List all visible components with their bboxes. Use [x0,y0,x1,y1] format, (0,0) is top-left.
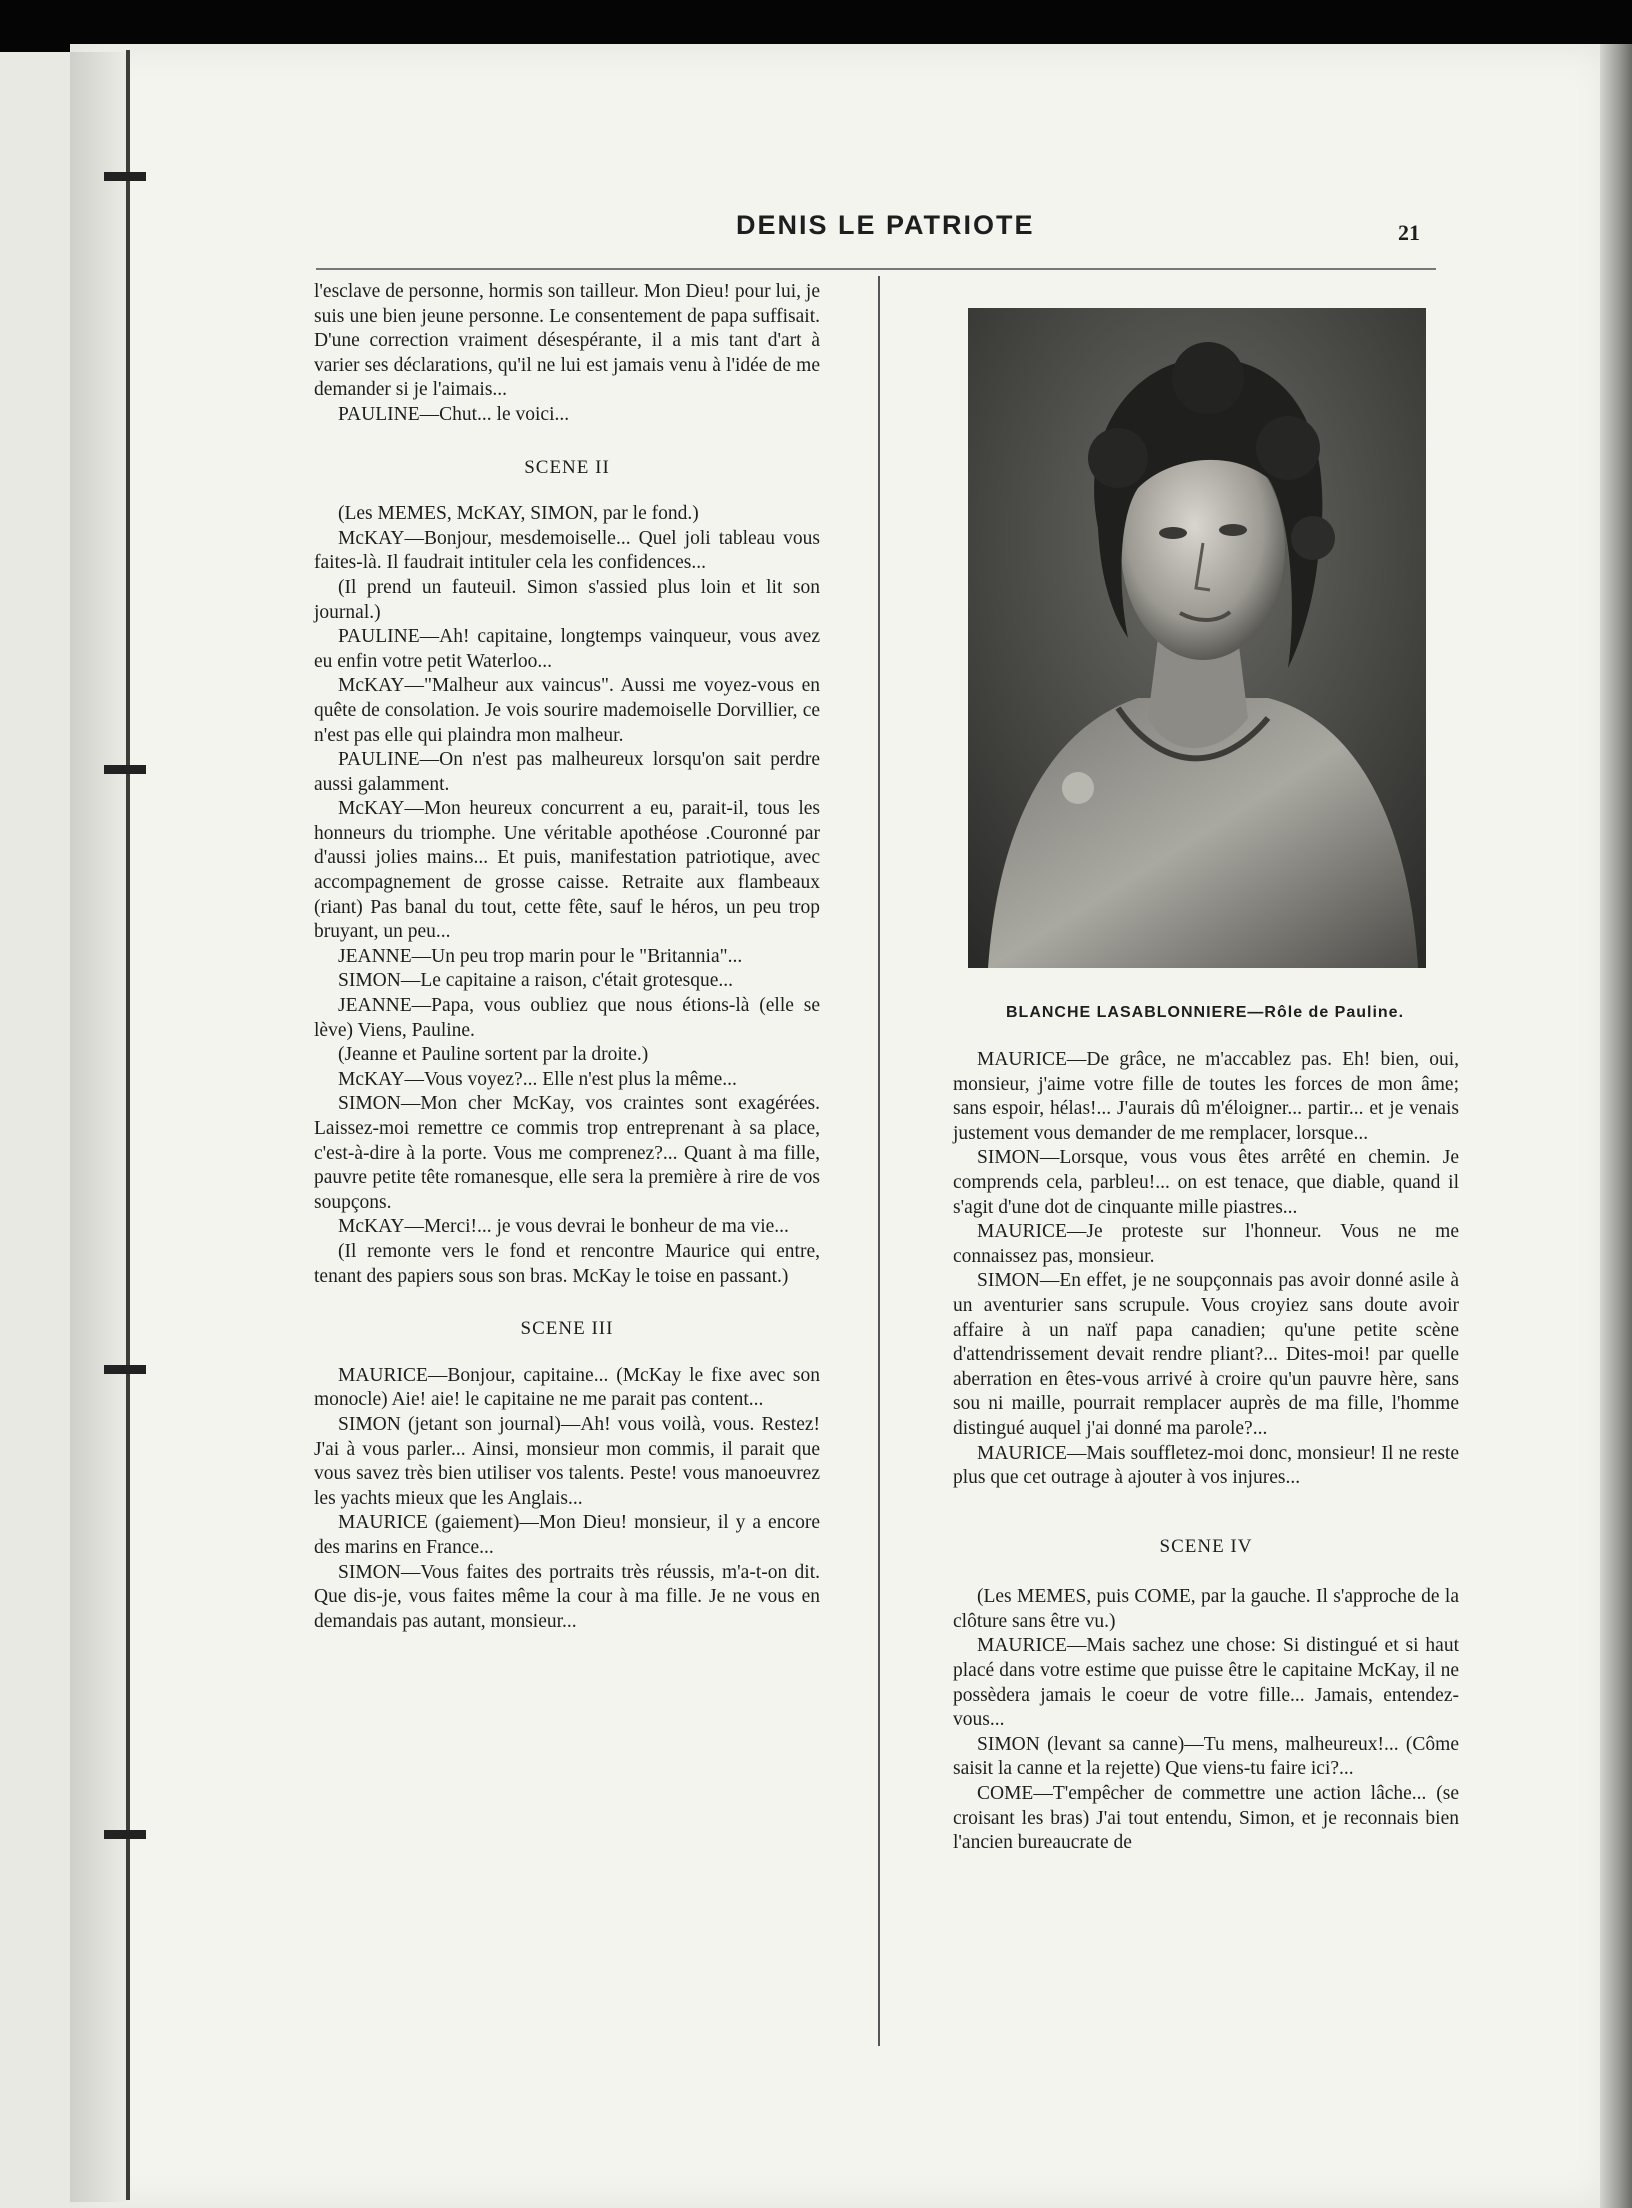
text-paragraph: JEANNE—Papa, vous oubliez que nous étions-là (elle se lève) Viens, Pauline. [314,995,820,1041]
text-paragraph: (Jeanne et Pauline sortent par la droite.) [338,1044,649,1066]
binding-spine [126,50,130,2200]
text-paragraph: McKAY—Merci!... je vous devrai le bonheur de ma vie... [338,1216,789,1238]
text-paragraph: SIMON—Le capitaine a raison, c'était grotesque... [338,970,734,992]
binding-stitch [104,1830,146,1839]
text-paragraph: MAURICE (gaiement)—Mon Dieu! monsieur, il y a encore des marins en France... [314,1512,820,1558]
binding-stitch [104,1365,146,1374]
text-paragraph: JEANNE—Un peu trop marin pour le "Britannia"... [338,945,743,967]
page-edge-shadow [1600,44,1632,2208]
text-paragraph: MAURICE—Bonjour, capitaine... (McKay le fixe avec son monocle) Aie! aie! le capitaine ne me parait pas content... [314,1364,820,1411]
text-paragraph: SIMON (levant sa canne)—Tu mens, malheureux!... (Côme saisit la canne et la rejette) Que viens-tu faire ici?... [953,1733,1459,1780]
text-paragraph: MAURICE—Mais sachez une chose: Si distingué et si haut placé dans votre estime que puisse être le capitaine McKay, il ne possèdera jamais le coeur de votre fille... Jamais, entendez-vous... [953,1635,1459,1731]
running-header [320,210,1440,250]
text-paragraph: PAULINE—Chut... le voici... [338,403,570,425]
scene-heading: SCENE IV [1159,1535,1253,1557]
right-column [953,1048,1459,1856]
photo-caption: BLANCHE LASABLONNIERE—Rôle de Pauline. [1005,1004,1405,1021]
running-title: DENIS LE PATRIOTE [736,210,1035,240]
text-paragraph: SIMON (jetant son journal)—Ah! vous voilà, vous. Restez! J'ai à vous parler... Ainsi, monsieur mon commis, il parait que vous savez très bien utiliser vos talents. Peste! vous manoeuvrez les yachts mieux que les Anglais... [314,1413,820,1509]
page-number: 21 [1398,220,1420,245]
binding-stitch [104,172,146,181]
binding-stitch [104,765,146,774]
text-paragraph: (Les MEMES, puis COME, par la gauche. Il s'approche de la clôture sans être vu.) [953,1586,1459,1632]
text-paragraph: (Il prend un fauteuil. Simon s'assied plus loin et lit son journal.) [314,576,820,623]
text-paragraph: MAURICE—Je proteste sur l'honneur. Vous ne me connaissez pas, monsieur. [953,1221,1459,1267]
text-paragraph: l'esclave de personne, hormis son tailleur. Mon Dieu! pour lui, je suis une bien jeune personne. Le consentement de papa suffisait. D'une correction vraiment désespérante, il a mis tant d'art à varier ses déclarations, qu'il ne lui est jamais venu à l'idée de me demander si je l'aimais... [314,281,820,401]
text-paragraph: McKAY—Mon heureux concurrent a eu, parait-il, tous les honneurs du triomphe. Une véritable apothéose .Couronné par d'aussi jolies mains... Et puis, manifestation patriotique, avec accompagnement de grosse caisse. Retraite aux flambeaux (riant) Pas banal du tout, cette fête, sauf le héros, un peu trop bruyant, un peu... [314,798,820,943]
text-paragraph: SIMON—Vous faites des portraits très réussis, m'a-t-on dit. Que dis-je, vous faites même la cour à ma fille. Je ne vous en demandais pas autant, monsieur... [314,1561,820,1632]
text-paragraph: McKAY—Vous voyez?... Elle n'est plus la même... [338,1068,737,1090]
text-paragraph: SIMON—En effet, je ne soupçonnais pas avoir donné asile à un aventurier sans scrupule. Vous croyiez sans doute avoir affaire à un naïf papa canadien; qu'une petite scène d'attendrissement devait rendre pliant?... Dites-moi! par quelle aberration en êtes-vous arrivé à croire qu'un pauvre hère, sans sou ni maille, pourrait remplacer auprès de ma fille, l'homme distingué auquel j'ai donné ma parole?... [953,1270,1459,1439]
column-divider [878,276,880,2046]
portrait-photo [968,308,1426,968]
text-paragraph: McKAY—"Malheur aux vaincus". Aussi me voyez-vous en quête de consolation. Je vois sourire mademoiselle Dorvillier, ce n'est pas elle qui plaindra mon malheur. [314,675,820,746]
text-paragraph: SIMON—Lorsque, vous vous êtes arrêté en chemin. Je comprends cela, parbleu!... on est tenace, que diable, quand il s'agit d'une dot de cinquante mille piastres... [953,1147,1459,1218]
text-paragraph: PAULINE—Ah! capitaine, longtemps vainqueur, vous avez eu enfin votre petit Waterloo... [314,626,820,672]
text-paragraph: (Les MEMES, McKAY, SIMON, par le fond.) [338,503,699,525]
text-paragraph: MAURICE—De grâce, ne m'accablez pas. Eh! bien, oui, monsieur, j'aime votre fille de toutes les forces de mon âme; sans espoir, hélas!... J'aurais dû m'éloigner... partir... et je venais justement vous demander de me remplacer, lorsque... [953,1049,1459,1144]
scene-heading: SCENE III [520,1318,614,1340]
left-column [314,280,820,1634]
text-paragraph: McKAY—Bonjour, mesdemoiselle... Quel joli tableau vous faites-là. Il faudrait intituler cela les confidences... [314,527,820,574]
text-paragraph: COME—T'empêcher de commettre une action lâche... (se croisant les bras) J'ai tout entendu, Simon, et je reconnais bien l'ancien bureaucrate de [953,1783,1459,1854]
binding-gutter [70,52,128,2202]
header-rule [316,268,1436,270]
text-paragraph: (Il remonte vers le fond et rencontre Maurice qui entre, tenant des papiers sous son bras. McKay le toise en passant.) [314,1240,820,1287]
text-paragraph: SIMON—Mon cher McKay, vos craintes sont exagérées. Laissez-moi remettre ce commis trop entreprenant à sa place, c'est-à-dire à la porte. Vous me comprenez?... Quant à ma fille, pauvre petite tête romanesque, elle sera la première à rire de vos soupçons. [314,1093,820,1213]
text-paragraph: MAURICE—Mais souffletez-moi donc, monsieur! Il ne reste plus que cet outrage à ajouter à vos injures... [953,1442,1459,1489]
text-paragraph: PAULINE—On n'est pas malheureux lorsqu'on sait perdre aussi galamment. [314,749,820,795]
scene-heading: SCENE II [524,456,610,478]
